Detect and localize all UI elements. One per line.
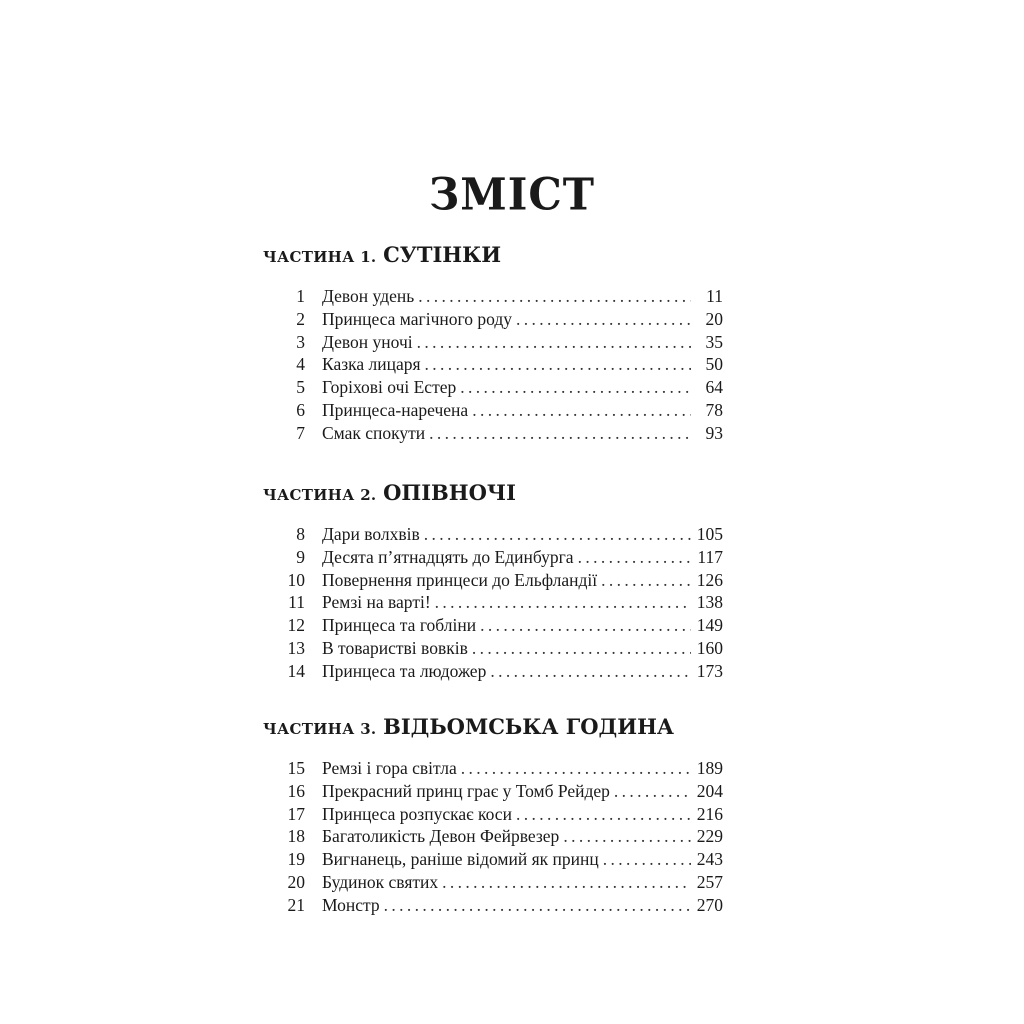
dot-leader <box>563 825 691 848</box>
chapter-number: 16 <box>287 780 305 801</box>
chapter-number: 5 <box>296 377 305 398</box>
toc-entry[interactable] <box>263 825 723 848</box>
chapter-title: Монстр <box>322 894 380 915</box>
chapter-number: 2 <box>296 308 305 329</box>
toc-entry[interactable] <box>263 308 723 331</box>
toc-entry[interactable] <box>263 591 723 614</box>
page-number: 257 <box>696 871 723 892</box>
page-number: 64 <box>705 377 723 398</box>
toc-entry[interactable] <box>263 757 723 780</box>
chapter-title: Принцеса та гобліни <box>322 615 477 636</box>
chapter-title: Принцеса магічного роду <box>322 308 513 329</box>
chapter-number: 11 <box>288 592 305 613</box>
part-prefix: ЧАСТИНА 3. <box>263 720 377 738</box>
page-number: 149 <box>696 615 723 636</box>
dot-leader <box>614 780 691 803</box>
toc-entry[interactable] <box>263 523 723 546</box>
page-number: 173 <box>696 660 723 681</box>
part-prefix: ЧАСТИНА 2. <box>263 486 377 504</box>
chapter-title: Смак спокути <box>322 422 426 443</box>
dot-leader <box>435 591 691 614</box>
chapter-title: Прекрасний принц грає у Томб Рейдер <box>322 780 610 801</box>
chapter-title: Принцеса розпускає коси <box>322 803 512 824</box>
dot-leader <box>418 285 691 308</box>
toc-entry[interactable] <box>263 569 723 592</box>
chapter-number: 10 <box>287 569 305 590</box>
page-number: 204 <box>696 780 723 801</box>
dot-leader <box>516 803 691 826</box>
page-number: 216 <box>696 803 723 824</box>
part-prefix: ЧАСТИНА 1. <box>263 248 377 266</box>
toc-entry[interactable] <box>263 399 723 422</box>
toc-entry[interactable] <box>263 848 723 871</box>
chapter-number: 1 <box>296 286 305 306</box>
chapter-title: Будинок святих <box>322 871 439 892</box>
dot-leader <box>480 614 691 637</box>
chapter-number: 15 <box>287 758 305 778</box>
chapter-title: Вигнанець, раніше відомий як принц <box>322 849 599 870</box>
chapter-list <box>263 285 723 445</box>
toc-entry[interactable] <box>263 285 723 308</box>
dot-leader <box>603 848 691 871</box>
page-number: 189 <box>696 758 723 778</box>
page-number: 35 <box>705 331 723 352</box>
chapter-list <box>263 523 723 683</box>
dot-leader <box>472 637 691 660</box>
part-2 <box>263 478 723 683</box>
dot-leader <box>490 660 691 683</box>
toc-entry[interactable] <box>263 894 723 917</box>
chapter-title: Принцеса-наречена <box>322 399 469 420</box>
part-1 <box>263 240 723 445</box>
chapter-title: Горіхові очі Естер <box>322 377 457 398</box>
part-name: СУТІНКИ <box>383 242 502 267</box>
toc-entry[interactable] <box>263 422 723 445</box>
chapter-title: Повернення принцеси до Ельфландії <box>322 569 598 590</box>
dot-leader <box>384 894 691 917</box>
dot-leader <box>461 757 691 780</box>
part-heading <box>263 478 723 508</box>
toc-entry[interactable] <box>263 871 723 894</box>
chapter-number: 13 <box>287 637 305 658</box>
chapter-title: Девон удень <box>322 286 415 306</box>
toc-entry[interactable] <box>263 780 723 803</box>
chapter-number: 20 <box>287 871 305 892</box>
chapter-number: 6 <box>296 399 305 420</box>
part-heading <box>263 712 723 742</box>
part-name: ОПІВНОЧІ <box>383 480 516 505</box>
toc-entry[interactable] <box>263 614 723 637</box>
page-number: 78 <box>705 399 723 420</box>
page-number: 93 <box>705 422 723 443</box>
part-3 <box>263 712 723 917</box>
chapter-title: В товаристві вовків <box>322 637 468 658</box>
page-number: 270 <box>696 894 723 915</box>
dot-leader <box>578 546 691 569</box>
chapter-number: 21 <box>287 894 305 915</box>
chapter-number: 19 <box>287 849 305 870</box>
part-name: ВІДЬОМСЬКА ГОДИНА <box>383 714 675 739</box>
page-number: 11 <box>706 286 723 306</box>
chapter-title: Девон уночі <box>322 331 413 352</box>
dot-leader <box>417 331 691 354</box>
dot-leader <box>425 353 691 376</box>
chapter-title: Принцеса та людожер <box>322 660 487 681</box>
dot-leader <box>442 871 691 894</box>
dot-leader <box>460 376 691 399</box>
page-number: 20 <box>705 308 723 329</box>
dot-leader <box>472 399 691 422</box>
chapter-title: Казка лицаря <box>322 354 421 375</box>
page-number: 105 <box>696 524 723 544</box>
chapter-title: Десята п’ятнадцять до Единбурга <box>322 546 574 567</box>
dot-leader <box>424 523 691 546</box>
chapter-number: 18 <box>287 826 305 847</box>
toc-entry[interactable] <box>263 546 723 569</box>
chapter-number: 4 <box>296 354 305 375</box>
page-number: 138 <box>696 592 723 613</box>
chapter-number: 7 <box>296 422 305 443</box>
page-number: 160 <box>696 637 723 658</box>
chapter-number: 8 <box>296 524 305 544</box>
page-number: 126 <box>696 569 723 590</box>
chapter-title: Ремзі і гора світла <box>322 758 457 778</box>
toc-entry[interactable] <box>263 803 723 826</box>
part-heading <box>263 240 723 270</box>
chapter-number: 12 <box>287 615 305 636</box>
page-title: ЗМІСТ <box>428 168 596 221</box>
toc-entry[interactable] <box>263 376 723 399</box>
chapter-number: 17 <box>287 803 305 824</box>
page-number: 117 <box>697 546 723 567</box>
chapter-list <box>263 757 723 917</box>
page-number: 229 <box>696 826 723 847</box>
chapter-number: 9 <box>296 546 305 567</box>
chapter-number: 3 <box>296 331 305 352</box>
toc-entry[interactable] <box>263 353 723 376</box>
toc-entry[interactable] <box>263 637 723 660</box>
dot-leader <box>516 308 691 331</box>
dot-leader <box>429 422 691 445</box>
page-number: 243 <box>696 849 723 870</box>
page-number: 50 <box>705 354 723 375</box>
toc-entry[interactable] <box>263 331 723 354</box>
chapter-title: Багатоликість Девон Фейрвезер <box>322 826 560 847</box>
chapter-title: Дари волхвів <box>322 524 420 544</box>
chapter-title: Ремзі на варті! <box>322 592 431 613</box>
toc-entry[interactable] <box>263 660 723 683</box>
chapter-number: 14 <box>287 660 305 681</box>
dot-leader <box>601 569 691 592</box>
